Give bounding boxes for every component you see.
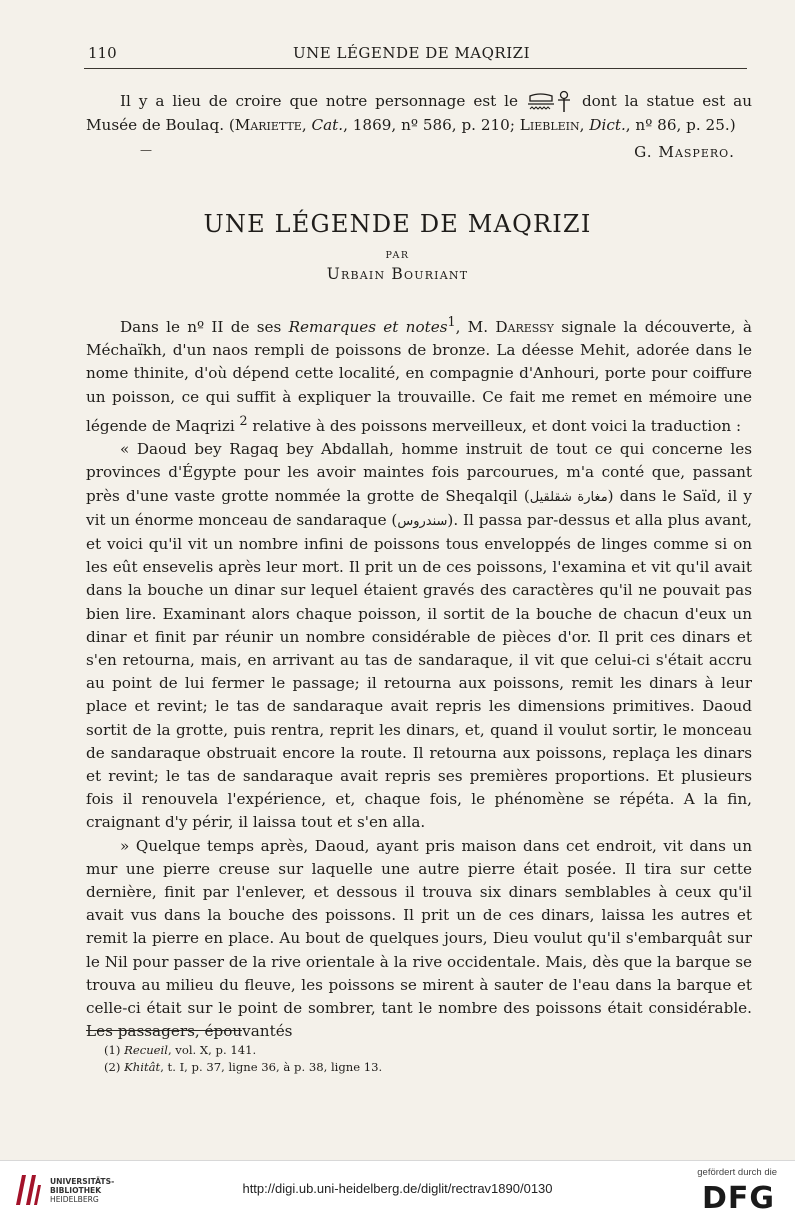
university-library-name[interactable]: UNIVERSITÄTS- BIBLIOTHEK HEIDELBERG xyxy=(50,1177,115,1204)
footnote-ref-2[interactable]: 2 xyxy=(239,412,248,428)
arabic-text: سندروس xyxy=(397,513,448,529)
hieroglyph-icon xyxy=(526,90,574,114)
article-title: UNE LÉGENDE DE MAQRIZI xyxy=(203,210,592,238)
viewer-footer xyxy=(0,1160,795,1219)
footnote-ref-1[interactable]: 1 xyxy=(447,314,456,329)
signature: G. Maspero. xyxy=(634,143,735,161)
running-header xyxy=(88,44,735,66)
paragraph-1: Dans le nº II de ses Remarques et notes$^1$, M. Daressy signale la découverte, à Méchaïkh, d'un naos rempli de poissons de bronze. La déesse Mehit, adorée dans le nome thinite, d'où dépend cette localité, en compagnie d'Anhouri, porte pour coiffure un poisson, ce qui suffit à expliquer la trouvaille. Ce fait me remet en mémoire une légende de Maqrizi $^2$ relative à des poissons merveilleux, et dont voici la traduction : xyxy=(86,314,752,435)
article-body xyxy=(86,310,752,1043)
signature-mark: — xyxy=(140,143,152,157)
dfg-logo[interactable]: DFG xyxy=(701,1181,775,1216)
paragraph-2: « Daoud bey Ragaq bey Abdallah, homme instruit de tout ce qui concerne les provinces d'Égypte pour les avoir maintes fois parcourues, m'a conté que, passant près d'une vaste grotte nommée la grotte de Sheqalqil (مغارة شقلقيل) dans le Saïd, il y vit un énorme monceau de sandaraque (سندروس). Il passa par-dessus et alla plus avant, et voici qu'il vit un nombre infini de poissons tous enveloppés de linges comme si on les eût ensevelis après leur mort. Il prit un de ces poissons, l'examina et vit qu'il avait dans la bouche un dinar sur lequel étaient gravés des caractères qu'il ne pouvait pas bien lire. Examinant alors chaque poisson, il sortit de la bouche de chacun d'eux un dinar et finit par réunir un nombre considérable de pièces d'or. Il prit ces dinars et s'en retourna, mais, en arrivant au tas de sandaraque, il vit que celui-ci s'était accru au point de lui fermer le passage; il retourna aux poissons, remit les dinars à leur place et revint; le tas de sandaraque avait repris les dimensions primitives. Daoud sortit de la grotte, puis rentra, reprit les dinars, et, quand il voulut sortir, le monceau de sandaraque obstruait encore la route. Il retourna aux poissons, replaça les dinars et revint; le tas de sandaraque avait repris ses premières proportions. Et plusieurs fois il renouvela l'expérience, et, chaque fois, le phénomène se répéta. A la fin, craignant d'y périr, il laissa tout et s'en alla. xyxy=(86,440,752,832)
running-title: UNE LÉGENDE DE MAQRIZI xyxy=(293,44,530,62)
header-rule xyxy=(84,68,747,69)
footnote-1: (1) Recueil, vol. X, p. 141. xyxy=(104,1043,257,1057)
document-url-link[interactable]: http://digi.ub.uni-heidelberg.de/diglit/rectrav1890/0130 xyxy=(242,1181,553,1196)
funding-caption: gefördert durch die xyxy=(697,1167,777,1178)
footnote-rule xyxy=(86,1030,242,1031)
article-par: PAR xyxy=(385,250,410,261)
footnote-2: (2) Khitât, t. I, p. 37, ligne 36, à p. 38, ligne 13. xyxy=(104,1060,383,1074)
maspero-note-paragraph: Il y a lieu de croire que notre personnage est le dont la statue est au Musée de Boulaq. (Mariette, Cat., 1869, nº 586, p. 210; Lieblein, Dict., nº 86, p. 25.) xyxy=(86,92,752,134)
article-author: Urbain Bouriant xyxy=(326,265,469,283)
page-number: 110 xyxy=(88,44,117,62)
footnotes xyxy=(104,1042,382,1076)
paragraph-3: » Quelque temps après, Daoud, ayant pris maison dans cet endroit, vit dans un mur une pierre creuse sur laquelle une autre pierre était posée. Il tira sur cette dernière, finit par l'enlever, et dessous il trouva six dinars semblables à ceux qu'il avait vus dans la bouche des poissons. Il prit un de ces dinars, laissa les autres et remit la pierre en place. Au bout de quelques jours, Dieu voulut qu'il s'embarquât sur le Nil pour passer de la rive orientale à la rive occidentale. Mais, dès que la barque se trouva au milieu du fleuve, les poissons se mirent à sauter de l'eau dans la barque et celle-ci était sur le point de sombrer, tant le nombre des poissons était considérable. Les passagers, épouvantés xyxy=(86,836,752,1041)
arabic-text: مغارة شقلقيل xyxy=(529,489,608,505)
maspero-note xyxy=(86,90,752,137)
